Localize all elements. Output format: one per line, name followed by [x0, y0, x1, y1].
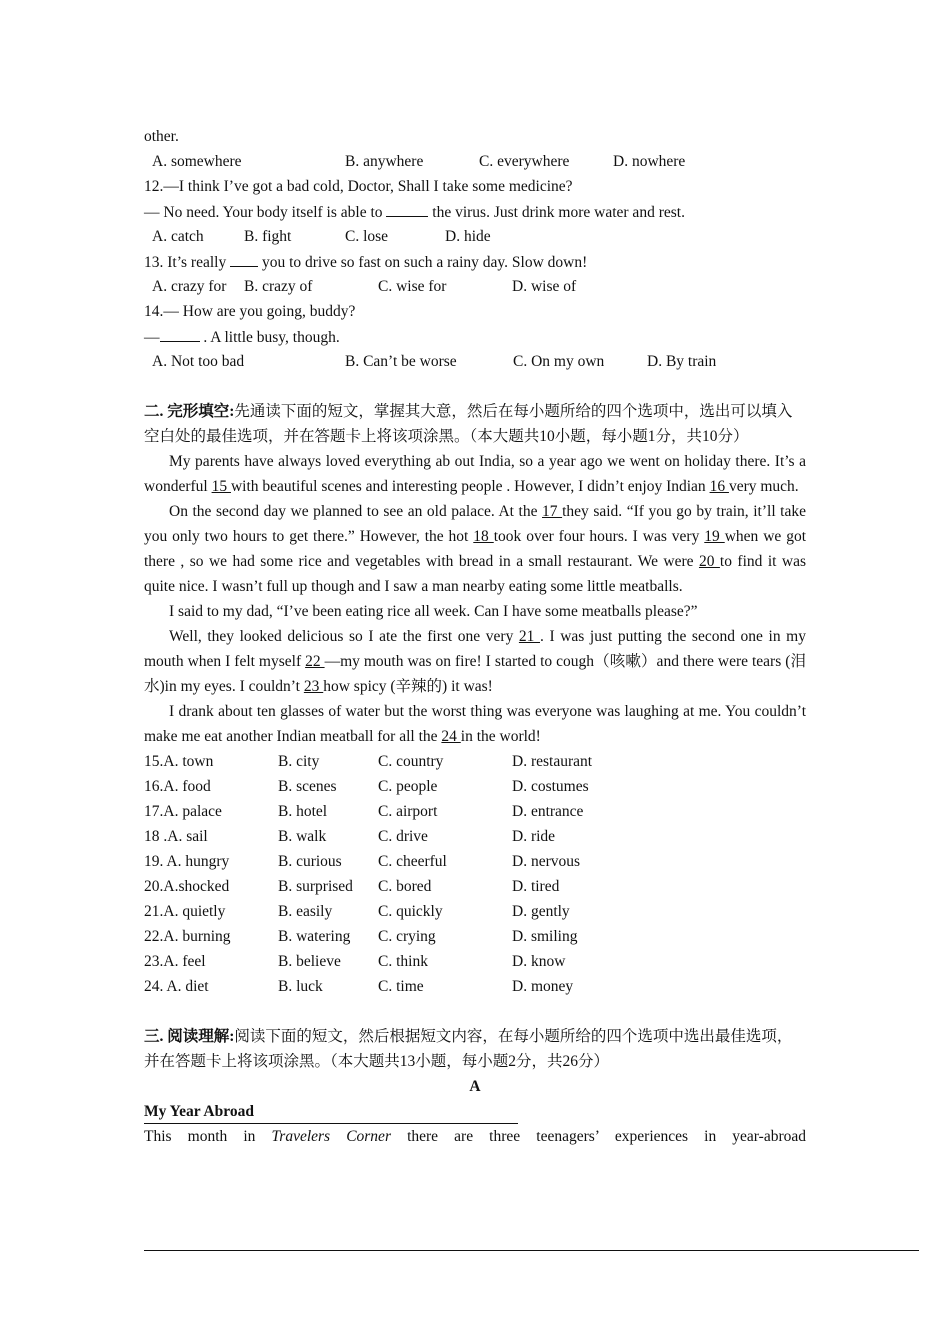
option-c: C. bored: [378, 878, 432, 895]
blank-23: 23: [303, 678, 324, 695]
q13-text-a: 13. It’s really: [144, 254, 231, 271]
cloze-option-row: [144, 849, 806, 874]
option-d: D. money: [512, 978, 574, 995]
intro-text: This month in: [144, 1128, 272, 1145]
section3-header: [144, 1024, 806, 1074]
option-b: B. surprised: [278, 878, 353, 895]
passage-text: very much.: [728, 478, 799, 495]
option-c: C. people: [378, 778, 438, 795]
blank-18: 18: [473, 528, 494, 545]
passage-text: when we got there , so we had some rice and vegetables with bread in a small restaurant. We were: [144, 528, 807, 570]
article-intro: [144, 1124, 806, 1149]
q14-option-d: D. By train: [647, 353, 717, 370]
option-c: C. crying: [378, 928, 436, 945]
option-d: D. gently: [512, 903, 570, 920]
passage-text: My parents have always loved everything ab out India, so a year ago we went on holiday there. It’s a wonderful: [144, 453, 806, 495]
cloze-option-row: [144, 824, 806, 849]
option-d: D. costumes: [512, 778, 589, 795]
option-a: 22.A. burning: [144, 928, 231, 945]
q12-text-a: — No need. Your body itself is able to: [144, 204, 387, 221]
option-c: C. airport: [378, 803, 438, 820]
exam-page: [144, 124, 806, 1149]
option-d: D. smiling: [512, 928, 578, 945]
q13-option-b: B. crazy of: [244, 278, 313, 295]
cloze-option-row: [144, 799, 806, 824]
option-a: 24. A. diet: [144, 978, 209, 995]
option-a: 21.A. quietly: [144, 903, 226, 920]
option-b: B. walk: [278, 828, 327, 845]
q14-text-a: —: [144, 329, 160, 346]
option-b: B. believe: [278, 953, 341, 970]
q13-text-b: you to drive so fast on such a rainy day. Slow down!: [258, 254, 588, 271]
q12-option-a: A. catch: [152, 228, 204, 245]
q12-option-b: B. fight: [244, 228, 292, 245]
q14-text-b: . A little busy, though.: [199, 329, 340, 346]
section3-instruction: 阅读下面的短文，然后根据短文内容，在每小题所给的四个选项中选出最佳选项，并在答题卡上将该项涂黑。（本大题共13小题，每小题2分，共26分）: [144, 1028, 793, 1070]
article-title: My Year Abroad: [144, 1101, 518, 1124]
cloze-option-row: [144, 949, 806, 974]
option-c: C. time: [378, 978, 424, 995]
cloze-option-row: [144, 774, 806, 799]
option-c: C. quickly: [378, 903, 443, 920]
part-label: A: [469, 1078, 481, 1095]
passage-text: I drank about ten glasses of water but the worst thing was everyone was laughing at me. You couldn’t make me eat another Indian meatball for all the: [144, 703, 806, 745]
option-a: 15.A. town: [144, 753, 214, 770]
q14-options: [144, 349, 806, 374]
blank-24: 24: [441, 728, 461, 745]
option-b: B. easily: [278, 903, 333, 920]
passage-text: —my mouth was on fire! I started to cough（咳嗽）and there were tears (泪水)in my eyes. I couldn’t: [144, 653, 806, 695]
passage-paragraph-5: [144, 699, 806, 749]
q13-blank: [230, 249, 258, 267]
option-d: D. restaurant: [512, 753, 593, 770]
article-title-line: [144, 1099, 806, 1124]
option-a: 16.A. food: [144, 778, 211, 795]
q11-options: [144, 149, 806, 174]
option-b: B. curious: [278, 853, 342, 870]
cloze-option-row: [144, 749, 806, 774]
option-b: B. hotel: [278, 803, 328, 820]
option-a: 19. A. hungry: [144, 853, 230, 870]
q12-blank: [386, 199, 428, 217]
q14-option-b: B. Can’t be worse: [345, 353, 457, 370]
option-d: D. entrance: [512, 803, 584, 820]
q12-option-c: C. lose: [345, 228, 389, 245]
q14-option-a: A. Not too bad: [152, 353, 245, 370]
option-b: B. luck: [278, 978, 323, 995]
passage-text: On the second day we planned to see an old palace. At the: [169, 503, 543, 520]
section2-heading: 二. 完形填空:: [144, 403, 235, 420]
q13-options: [144, 274, 806, 299]
q14-option-c: C. On my own: [513, 353, 605, 370]
blank-17: 17: [542, 503, 563, 520]
cloze-option-row: [144, 899, 806, 924]
q11-tail: other.: [144, 128, 179, 145]
section3-heading: 三. 阅读理解:: [144, 1028, 235, 1045]
q11-option-b: B. anywhere: [345, 153, 424, 170]
passage-text: in the world!: [460, 728, 541, 745]
option-b: B. scenes: [278, 778, 337, 795]
blank-19: 19: [704, 528, 725, 545]
spacer: [144, 374, 806, 399]
intro-magazine-name: Travelers Corner: [271, 1128, 391, 1145]
q12-text-b: the virus. Just drink more water and rest.: [428, 204, 685, 221]
passage-paragraph-4: [144, 624, 806, 699]
option-a: 20.A.shocked: [144, 878, 230, 895]
q12-option-d: D. hide: [445, 228, 491, 245]
q12-options: [144, 224, 806, 249]
cloze-option-row: [144, 974, 806, 999]
passage-text: to find it was quite nice. I wasn’t full up though and I saw a man nearby eating some little meatballs.: [144, 553, 806, 595]
option-b: B. city: [278, 753, 320, 770]
blank-21: 21: [518, 628, 540, 645]
passage-text: with beautiful scenes and interesting people . However, I didn’t enjoy Indian: [230, 478, 710, 495]
passage-text: . I was just putting the second one in my mouth when I felt myself: [144, 628, 806, 670]
option-c: C. drive: [378, 828, 428, 845]
blank-22: 22: [305, 653, 325, 670]
option-a: 18 .A. sail: [144, 828, 208, 845]
option-d: D. tired: [512, 878, 560, 895]
passage-text: they said. “If you go by train, it’ll take you only two hours to get there.” However, the hot: [144, 503, 807, 545]
option-d: D. ride: [512, 828, 556, 845]
option-c: C. cheerful: [378, 853, 447, 870]
passage-paragraph-2: [144, 499, 806, 599]
option-c: C. country: [378, 753, 444, 770]
q11-option-c: C. everywhere: [479, 153, 570, 170]
q14-blank: [160, 324, 200, 342]
q13-option-a: A. crazy for: [152, 278, 227, 295]
passage-paragraph-1: [144, 449, 806, 499]
option-d: D. nervous: [512, 853, 581, 870]
option-c: C. think: [378, 953, 428, 970]
cloze-options: [144, 749, 806, 999]
q12-answer-line: [144, 199, 806, 224]
option-a: 17.A. palace: [144, 803, 222, 820]
passage-text: Well, they looked delicious so I ate the first one very: [169, 628, 519, 645]
cloze-option-row: [144, 874, 806, 899]
q13-option-d: D. wise of: [512, 278, 577, 295]
q13-option-c: C. wise for: [378, 278, 447, 295]
blank-15: 15: [211, 478, 231, 495]
section2-header: [144, 399, 806, 449]
passage-text: took over four hours. I was very: [493, 528, 705, 545]
passage-paragraph-3: I said to my dad, “I’ve been eating rice all week. Can I have some meatballs please?”: [169, 603, 698, 620]
cloze-option-row: [144, 924, 806, 949]
passage-text: how spicy (辛辣的) it was!: [323, 678, 493, 695]
intro-text: there are three teenagers’ experiences in year-abroad: [390, 1128, 806, 1145]
option-b: B. watering: [278, 928, 351, 945]
q11-option-a: A. somewhere: [152, 153, 242, 170]
spacer: [144, 999, 806, 1024]
q12-question: 12.—I think I’ve got a bad cold, Doctor, Shall I take some medicine?: [144, 178, 573, 195]
option-d: D. know: [512, 953, 566, 970]
q14-answer-line: [144, 324, 806, 349]
q14-question: 14.— How are you going, buddy?: [144, 303, 356, 320]
footer-rule: [144, 1250, 919, 1251]
section2-instruction: 先通读下面的短文，掌握其大意，然后在每小题所给的四个选项中，选出可以填入空白处的最佳选项，并在答题卡上将该项涂黑。（本大题共10小题，每小题1分，共10分）: [144, 403, 793, 445]
option-a: 23.A. feel: [144, 953, 206, 970]
q13-question: [144, 249, 806, 274]
q11-option-d: D. nowhere: [613, 153, 686, 170]
blank-20: 20: [698, 553, 720, 570]
blank-16: 16: [709, 478, 729, 495]
